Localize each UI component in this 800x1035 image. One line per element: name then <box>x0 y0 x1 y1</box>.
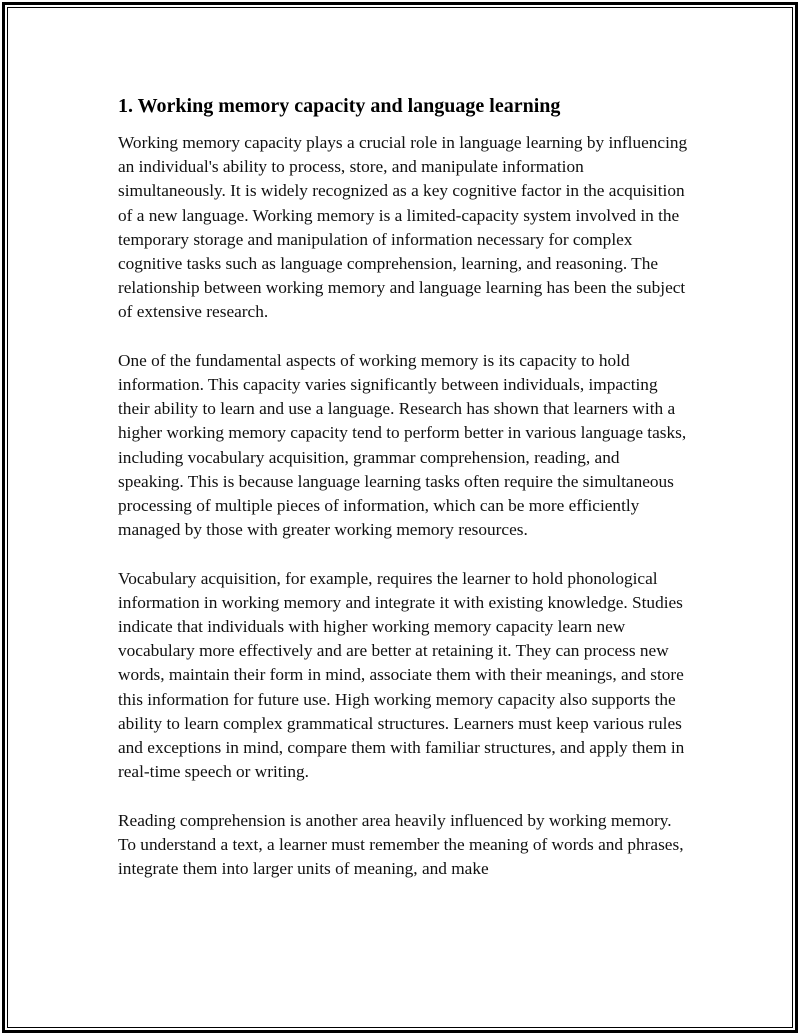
paragraph-4: Reading comprehension is another area heavily influenced by working memory. To understand a text, a learner must remember the meaning of words and phrases, integrate them into larger units of meaning, and make <box>118 810 684 879</box>
paragraph-1: Working memory capacity plays a crucial role in language learning by influencing an individual's ability to process, store, and manipulate information simultaneously. It is widely recognized as a key cognitive factor in the acquisition of a new language. Working memory is a limited-capacity system involved in the temporary storage and manipulation of information necessary for complex cognitive tasks such as language comprehension, learning, and reasoning. The relationship between working memory and language learning has been the subject of extensive research. <box>118 133 688 322</box>
section-heading: 1. Working memory capacity and language learning <box>118 95 561 117</box>
paragraph-3: Vocabulary acquisition, for example, requires the learner to hold phonological information in working memory and integrate it with existing knowledge. Studies indicate that individuals with higher working memory capacity learn new vocabulary more effectively and are better at retaining it. They can process new words, maintain their form in mind, associate them with their meanings, and store this information for future use. High working memory capacity also supports the ability to learn complex grammatical structures. Learners must keep various rules and exceptions in mind, compare them with familiar structures, and apply them in real-time speech or writing. <box>118 568 685 782</box>
document-body <box>118 92 688 905</box>
paragraph-2: One of the fundamental aspects of working memory is its capacity to hold information. This capacity varies significantly between individuals, impacting their ability to learn and use a language. Research has shown that learners with a higher working memory capacity tend to perform better in various language tasks, including vocabulary acquisition, grammar comprehension, reading, and speaking. This is because language learning tasks often require the simultaneous processing of multiple pieces of information, which can be more efficiently managed by those with greater working memory resources. <box>118 350 687 540</box>
